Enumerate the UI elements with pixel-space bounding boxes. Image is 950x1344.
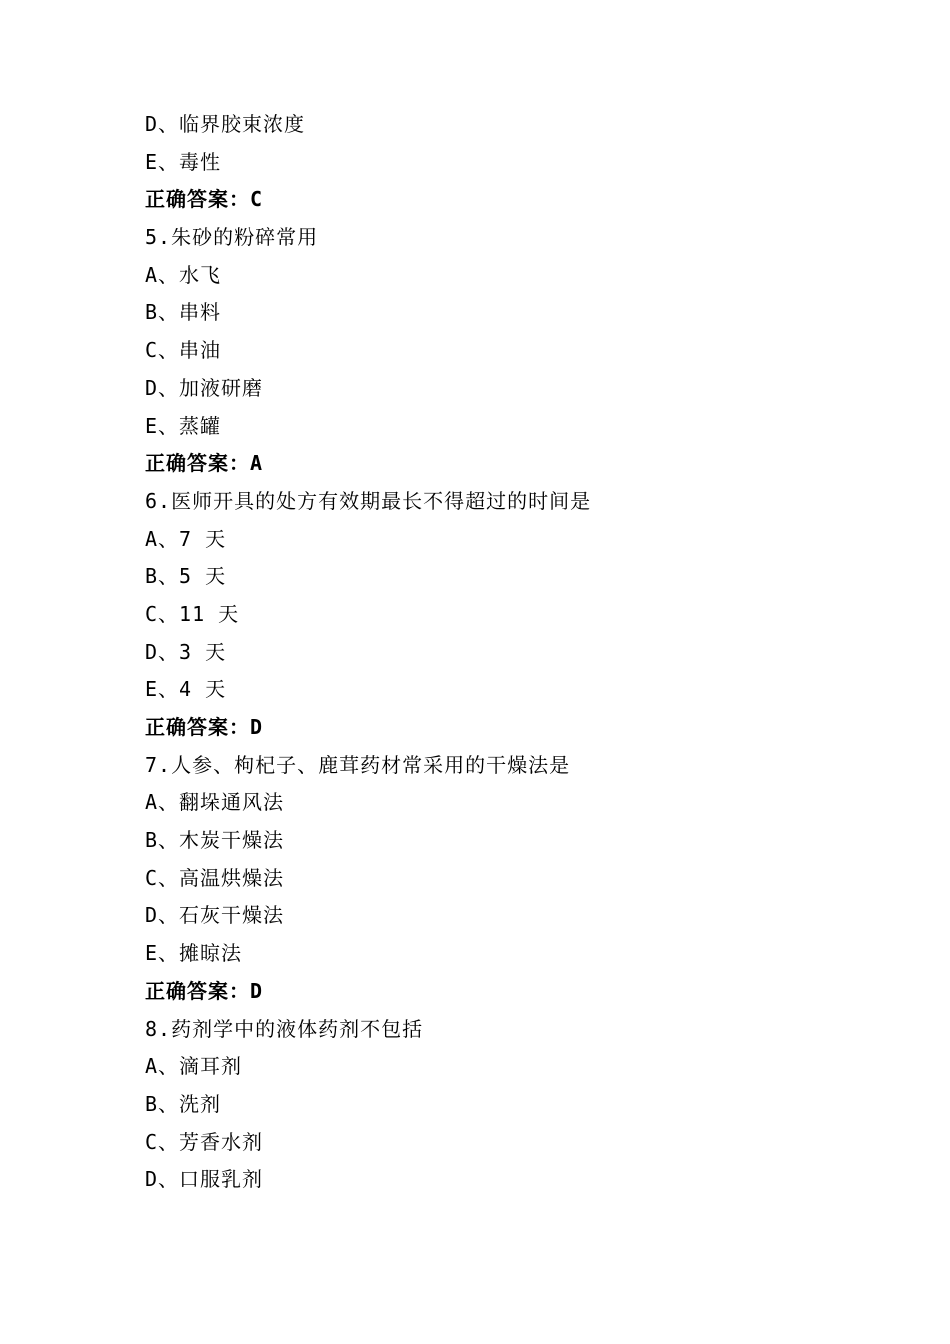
option-line: D、口服乳剂 (145, 1167, 264, 1192)
question-line: 6.医师开具的处方有效期最长不得超过的时间是 (145, 488, 592, 513)
option-line: C、芳香水剂 (145, 1129, 264, 1154)
question-line: 7.人参、枸杞子、鹿茸药材常采用的干燥法是 (145, 752, 571, 777)
option-line: A、滴耳剂 (145, 1054, 243, 1079)
document-page (145, 106, 905, 1199)
option-line: C、高温烘燥法 (145, 865, 285, 890)
option-line: A、翻垛通风法 (145, 790, 285, 815)
option-line: E、4 天 (145, 677, 227, 702)
option-line: D、3 天 (145, 639, 227, 664)
option-line: E、蒸罐 (145, 413, 222, 438)
option-line: A、7 天 (145, 526, 227, 551)
option-line: D、临界胶束浓度 (145, 112, 306, 136)
option-line: C、串油 (145, 338, 222, 363)
answer-line: 正确答案：D (145, 978, 264, 1003)
option-line: C、11 天 (145, 601, 240, 626)
option-line: A、水飞 (145, 262, 222, 287)
question-line: 8.药剂学中的液体药剂不包括 (145, 1016, 424, 1041)
option-line: B、串料 (145, 300, 222, 325)
option-line: D、加液研磨 (145, 375, 264, 400)
option-line: D、石灰干燥法 (145, 903, 285, 928)
option-line: E、毒性 (145, 149, 222, 174)
option-line: B、洗剂 (145, 1091, 222, 1116)
option-line: E、摊晾法 (145, 941, 243, 966)
question-line: 5.朱砂的粉碎常用 (145, 225, 319, 250)
answer-line: 正确答案：C (145, 187, 264, 212)
answer-line: 正确答案：D (145, 715, 264, 739)
answer-line: 正确答案：A (145, 451, 264, 476)
option-line: B、5 天 (145, 564, 227, 589)
option-line: B、木炭干燥法 (145, 828, 285, 853)
